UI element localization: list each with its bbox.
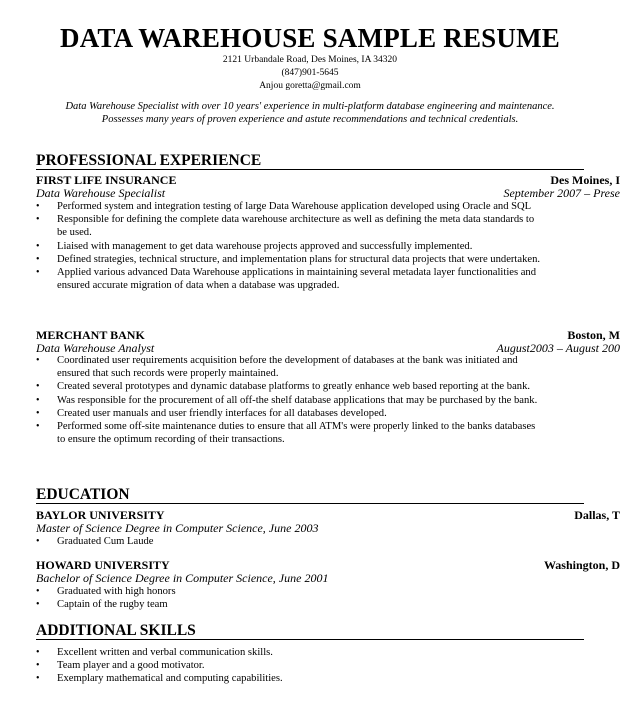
school-bullets-baylor (36, 535, 546, 548)
bullet-icon: • (36, 201, 40, 212)
bullet-icon: • (36, 407, 40, 419)
job-bullets-merchant-bank (36, 354, 546, 446)
summary-line-2: Possesses many years of proven experience and astute recommendations and technical credentials. (101, 114, 519, 125)
list-item: • Responsible for defining the complete data warehouse architecture as well as defining the meta data standards to be used. (36, 214, 535, 239)
school-name: BAYLOR UNIVERSITY (36, 508, 165, 522)
list-item: • Graduated with high honors (36, 586, 176, 597)
school-name: HOWARD UNIVERSITY (36, 558, 170, 572)
section-heading-skills: ADDITIONAL SKILLS (36, 622, 584, 640)
school-location: Washington, D (543, 558, 620, 572)
bullet-icon: • (36, 599, 40, 611)
list-item: • Applied various advanced Data Warehouse applications in maintaining several metadata layer functionalities and ensured accurate migration of data when a database was upgraded. (36, 267, 537, 292)
list-item: • Performed some off-site maintenance duties to ensure that all ATM's were properly linked to the banks databases to ensure the optimum recording of their transactions. (36, 421, 536, 446)
list-item: • Was responsible for the procurement of all off-the shelf database applications that may be purchased by the bank. (36, 394, 538, 406)
skills-list (36, 646, 546, 686)
job-title: Data Warehouse Specialist (36, 186, 166, 200)
job-title: Data Warehouse Analyst (36, 341, 155, 355)
list-item: • Performed system and integration testing of large Data Warehouse application developed using Oracle and SQL (36, 201, 532, 212)
contact-phone: (847)901-5645 (281, 68, 339, 78)
list-item: • Created user manuals and user friendly interfaces for all databases developed. (36, 407, 387, 419)
school-location: Dallas, T (574, 508, 620, 522)
bullet-icon: • (36, 536, 40, 547)
job-header-merchant-bank (36, 328, 620, 342)
contact-email: Anjou goretta@gmail.com (259, 81, 361, 91)
degree-title: Bachelor of Science Degree in Computer Science, June 2001 (36, 571, 329, 585)
job-role-first-life (36, 186, 620, 200)
list-item: • Excellent written and verbal communication skills. (36, 647, 273, 658)
list-item: • Captain of the rugby team (36, 599, 168, 611)
list-item: • Liaised with management to get data warehouse projects approved and successfully implemented. (36, 240, 473, 252)
bullet-icon: • (36, 660, 40, 672)
list-item: • Exemplary mathematical and computing capabilities. (36, 673, 283, 685)
summary-line-1: Data Warehouse Specialist with over 10 years' experience in multi-platform database engineering and maintenance. (65, 101, 555, 112)
list-item: • Graduated Cum Laude (36, 536, 154, 547)
bullet-icon: • (36, 214, 40, 226)
bullet-icon: • (36, 381, 40, 393)
resume-title: DATA WAREHOUSE SAMPLE RESUME (60, 23, 560, 53)
section-heading-experience: PROFESSIONAL EXPERIENCE (36, 152, 584, 170)
bullet-icon: • (36, 586, 40, 597)
bullet-icon: • (36, 355, 40, 366)
bullet-icon: • (36, 240, 40, 252)
list-item: • Defined strategies, technical structure, and implementation plans for structural data projects that were undertaken. (36, 253, 541, 265)
school-header-howard (36, 558, 620, 572)
job-header-first-life (36, 173, 620, 187)
list-item: • Created several prototypes and dynamic database platforms to greatly enhance web based reporting at the bank. (36, 381, 531, 393)
school-degree-baylor (36, 521, 620, 535)
section-heading-education: EDUCATION (36, 486, 584, 504)
list-item: • Coordinated user requirements acquisition before the development of databases at the bank was initiated and ensured that such records were properly maintained. (36, 355, 518, 380)
job-dates: September 2007 – Prese (503, 186, 620, 200)
job-location: Boston, M (567, 328, 620, 342)
school-degree-howard (36, 571, 620, 585)
job-org: MERCHANT BANK (36, 328, 145, 342)
job-dates: August2003 – August 200 (496, 341, 620, 355)
job-role-merchant-bank (36, 341, 620, 355)
list-item: • Team player and a good motivator. (36, 660, 205, 672)
contact-address: 2121 Urbandale Road, Des Moines, IA 34320 (222, 55, 398, 65)
school-bullets-howard (36, 585, 546, 611)
job-org: FIRST LIFE INSURANCE (36, 173, 177, 187)
bullet-icon: • (36, 647, 40, 658)
job-bullets-first-life (36, 200, 546, 292)
bullet-icon: • (36, 267, 40, 279)
job-location: Des Moines, I (550, 173, 620, 187)
bullet-icon: • (36, 394, 40, 406)
school-header-baylor (36, 508, 620, 522)
bullet-icon: • (36, 421, 40, 433)
bullet-icon: • (36, 253, 40, 265)
bullet-icon: • (36, 673, 40, 685)
degree-title: Master of Science Degree in Computer Science, June 2003 (36, 521, 319, 535)
